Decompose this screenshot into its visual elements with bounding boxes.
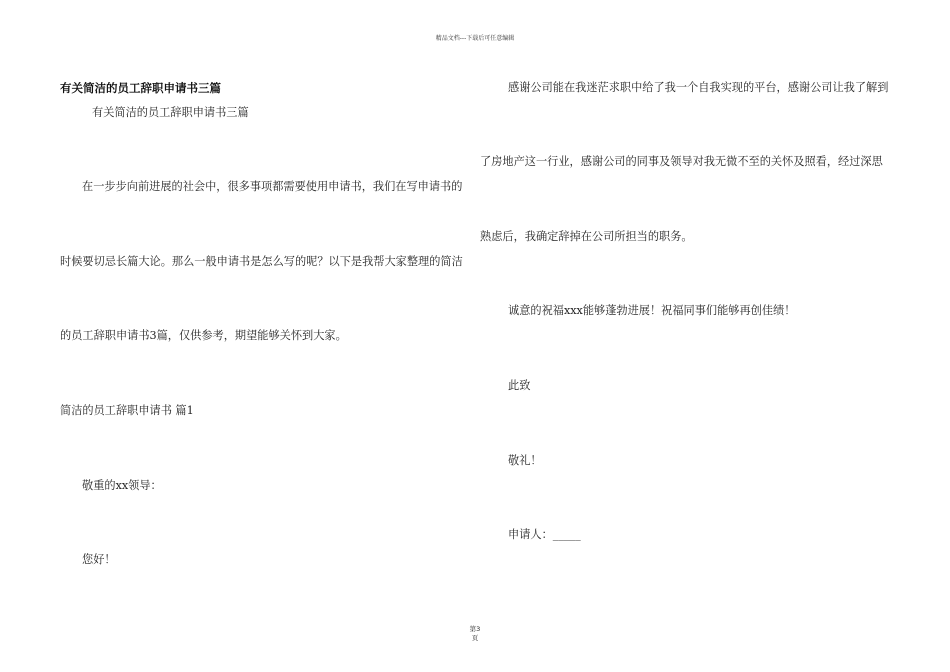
salutation: 敬重的xx领导： xyxy=(82,479,162,492)
page-number-line1: 第3 xyxy=(469,625,481,633)
paragraph-line: 诚意的祝福xxx能够蓬勃进展！祝福同事们能够再创佳绩！ xyxy=(508,304,796,317)
closing-salute: 敬礼！ xyxy=(508,454,542,467)
page-number-line2: 页 xyxy=(471,634,479,642)
document-subtitle: 有关简洁的员工辞职申请书三篇 xyxy=(92,106,249,119)
greeting: 您好！ xyxy=(82,553,116,566)
paragraph-line: 时候要切忌长篇大论。那么一般申请书是怎么写的呢？以下是我帮大家整理的简洁 xyxy=(60,255,463,268)
right-column xyxy=(480,0,890,672)
paragraph-line: 熟虑后，我确定辞掉在公司所担当的职务。 xyxy=(480,230,693,243)
paragraph-line: 在一步步向前进展的社会中，很多事项都需要使用申请书，我们在写申请书的 xyxy=(82,180,463,193)
section-heading: 简洁的员工辞职申请书 篇1 xyxy=(60,404,194,417)
document-title: 有关简洁的员工辞职申请书三篇 xyxy=(60,81,221,95)
closing-line: 此致 xyxy=(508,379,531,392)
paragraph-line: 感谢公司能在我迷茫求职中给了我一个自我实现的平台，感谢公司让我了解到 xyxy=(508,81,889,94)
paragraph-line: 的员工辞职申请书3篇，仅供参考，期望能够关怀到大家。 xyxy=(60,329,347,342)
paragraph-line: 了房地产这一行业，感谢公司的同事及领导对我无微不至的关怀及照看，经过深思 xyxy=(480,155,883,168)
applicant-signature-line: 申请人：_____ xyxy=(508,528,581,541)
page-number xyxy=(0,625,950,643)
header-note: 精品文档---下载后可任意编辑 xyxy=(435,35,515,42)
left-column xyxy=(60,0,470,672)
